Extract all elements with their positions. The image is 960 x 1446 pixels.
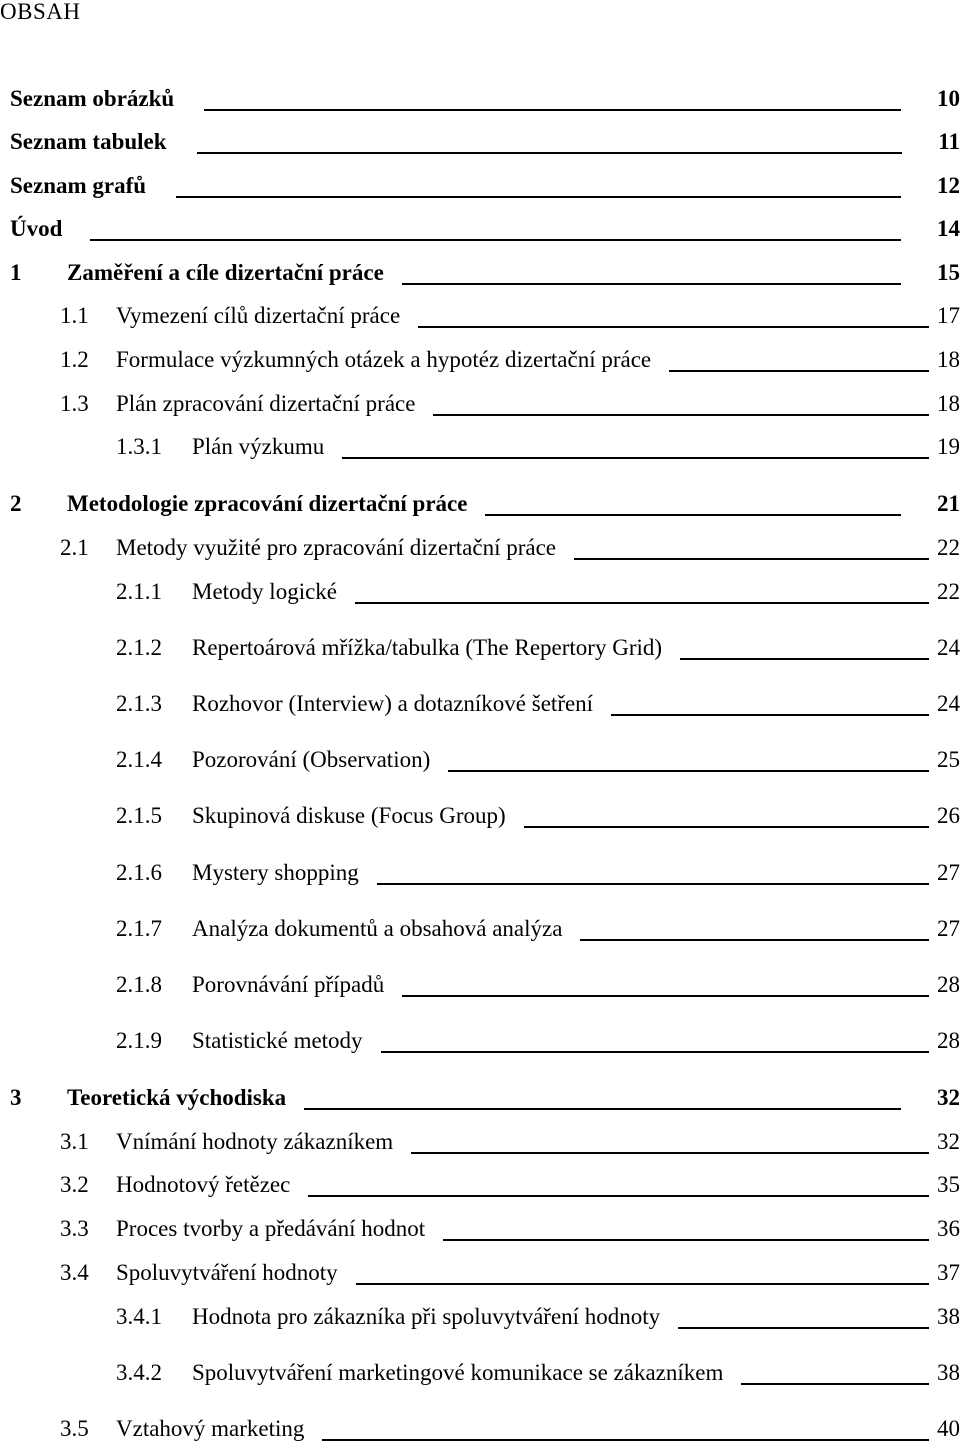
toc-entry-number: 2.1.6 (116, 860, 162, 885)
toc-entry-title: Hodnota pro zákazníka při spoluvytváření hodnoty (192, 1304, 661, 1329)
toc-entry[interactable] (0, 970, 960, 1000)
toc-entry-number: 2.1.2 (116, 635, 162, 660)
toc-entry-number: 1 (10, 260, 22, 285)
toc-entry-number: 2.1.5 (116, 803, 162, 828)
toc-entry-title: Zaměření a cíle dizertační práce (67, 260, 384, 285)
toc-entry-page-number: 12 (937, 173, 960, 198)
toc-entry-title: Repertoárová mřížka/tabulka (The Repertory Grid) (192, 635, 663, 660)
toc-entry-page-number: 32 (937, 1085, 960, 1110)
toc-entry-title: Teoretická východiska (67, 1085, 287, 1110)
toc-entry[interactable] (0, 1258, 960, 1288)
toc-entry-number: 2.1 (60, 535, 89, 560)
toc-leader-line (611, 714, 929, 716)
toc-entry-number: 3.5 (60, 1416, 89, 1441)
toc-entry-title: Plán zpracování dizertační práce (116, 391, 416, 416)
toc-entry-title: Vztahový marketing (116, 1416, 305, 1441)
toc-entry-title: Seznam obrázků (10, 86, 175, 111)
toc-leader-line (308, 1195, 929, 1197)
toc-entry-number: 3.4.2 (116, 1360, 162, 1385)
toc-entry-title: Vnímání hodnoty zákazníkem (116, 1129, 394, 1154)
toc-leader-line (356, 1283, 929, 1285)
toc-leader-line (433, 414, 929, 416)
toc-entry-page-number: 17 (937, 303, 960, 328)
toc-leader-line (524, 826, 929, 828)
toc-entry[interactable] (0, 258, 960, 288)
toc-entry[interactable] (0, 801, 960, 831)
toc-entry-page-number: 10 (937, 86, 960, 111)
toc-entry[interactable] (0, 1302, 960, 1332)
toc-entry-page-number: 27 (937, 916, 960, 941)
toc-entry-number: 2.1.9 (116, 1028, 162, 1053)
toc-entry-page-number: 22 (937, 579, 960, 604)
toc-leader-line (176, 196, 901, 198)
toc-leader-line (580, 939, 929, 941)
toc-leader-line (197, 152, 902, 154)
toc-entry[interactable] (0, 301, 960, 331)
toc-entry-page-number: 18 (937, 391, 960, 416)
toc-entry-number: 3 (10, 1085, 22, 1110)
toc-entry-title: Analýza dokumentů a obsahová analýza (192, 916, 563, 941)
toc-entry-title: Spoluvytváření marketingové komunikace se zákazníkem (192, 1360, 724, 1385)
toc-leader-line (680, 658, 929, 660)
toc-entry[interactable] (0, 914, 960, 944)
toc-entry-number: 3.2 (60, 1172, 89, 1197)
toc-entry-title: Metody využité pro zpracování dizertační práce (116, 535, 556, 560)
toc-leader-line (448, 770, 929, 772)
toc-leader-line (678, 1327, 929, 1329)
toc-entry-number: 2.1.7 (116, 916, 162, 941)
toc-entry-page-number: 21 (937, 491, 960, 516)
toc-entry-number: 1.3.1 (116, 434, 162, 459)
toc-entry-page-number: 24 (937, 635, 960, 660)
toc-entry-title: Seznam tabulek (10, 129, 167, 154)
toc-entry-title: Porovnávání případů (192, 972, 385, 997)
toc-entry[interactable] (0, 1414, 960, 1444)
toc-entry[interactable] (0, 1083, 960, 1113)
toc-entry-page-number: 14 (937, 216, 960, 241)
toc-leader-line (485, 514, 901, 516)
toc-entry-title: Proces tvorby a předávání hodnot (116, 1216, 426, 1241)
toc-entry-title: Úvod (10, 216, 63, 241)
toc-entry-page-number: 35 (937, 1172, 960, 1197)
toc-entry-title: Rozhovor (Interview) a dotazníkové šetření (192, 691, 594, 716)
toc-leader-line (402, 995, 929, 997)
toc-entry[interactable] (0, 345, 960, 375)
toc-entry-page-number: 32 (937, 1129, 960, 1154)
toc-entry-number: 3.4 (60, 1260, 89, 1285)
toc-leader-line (411, 1152, 929, 1154)
toc-entry[interactable] (0, 1214, 960, 1244)
toc-entry-page-number: 28 (937, 1028, 960, 1053)
toc-entry[interactable] (0, 127, 960, 157)
toc-leader-line (342, 457, 929, 459)
toc-leader-line (443, 1239, 929, 1241)
toc-entry-page-number: 15 (937, 260, 960, 285)
toc-leader-line (355, 602, 929, 604)
toc-entry[interactable] (0, 214, 960, 244)
toc-entry-page-number: 37 (937, 1260, 960, 1285)
toc-entry-title: Metody logické (192, 579, 337, 604)
toc-entry[interactable] (0, 1127, 960, 1157)
toc-entry-title: Hodnotový řetězec (116, 1172, 291, 1197)
toc-entry-number: 2.1.3 (116, 691, 162, 716)
toc-entry-title: Skupinová diskuse (Focus Group) (192, 803, 506, 828)
toc-entry-page-number: 36 (937, 1216, 960, 1241)
page-heading: OBSAH (0, 0, 81, 24)
toc-entry-page-number: 22 (937, 535, 960, 560)
toc-entry-number: 1.3 (60, 391, 89, 416)
toc-entry[interactable] (0, 1358, 960, 1388)
toc-leader-line (574, 558, 929, 560)
toc-entry-number: 3.3 (60, 1216, 89, 1241)
toc-entry[interactable] (0, 1026, 960, 1056)
toc-entry[interactable] (0, 489, 960, 519)
toc-entry-number: 1.2 (60, 347, 89, 372)
toc-entry[interactable] (0, 689, 960, 719)
toc-entry[interactable] (0, 633, 960, 663)
toc-entry-page-number: 40 (937, 1416, 960, 1441)
toc-entry-title: Metodologie zpracování dizertační práce (67, 491, 468, 516)
toc-leader-line (90, 239, 901, 241)
toc-entry[interactable] (0, 1170, 960, 1200)
toc-entry-title: Spoluvytváření hodnoty (116, 1260, 338, 1285)
toc-entry[interactable] (0, 745, 960, 775)
toc-entry-title: Statistické metody (192, 1028, 363, 1053)
toc-leader-line (204, 109, 901, 111)
toc-entry-page-number: 38 (937, 1304, 960, 1329)
toc-entry[interactable] (0, 389, 960, 419)
toc-entry-number: 2.1.4 (116, 747, 162, 772)
toc-entry-title: Mystery shopping (192, 860, 359, 885)
toc-entry[interactable] (0, 171, 960, 201)
toc-entry-number: 2.1.8 (116, 972, 162, 997)
toc-entry-page-number: 19 (937, 434, 960, 459)
toc-entry-title: Vymezení cílů dizertační práce (116, 303, 401, 328)
toc-entry-page-number: 18 (937, 347, 960, 372)
toc-entry-number: 1.1 (60, 303, 89, 328)
toc-leader-line (377, 883, 929, 885)
toc-leader-line (402, 283, 901, 285)
toc-entry[interactable] (0, 84, 960, 114)
toc-entry-page-number: 28 (937, 972, 960, 997)
toc-leader-line (418, 326, 929, 328)
toc-entry-number: 3.4.1 (116, 1304, 162, 1329)
toc-entry-title: Pozorování (Observation) (192, 747, 431, 772)
toc-entry-title: Plán výzkumu (192, 434, 325, 459)
toc-leader-line (322, 1439, 929, 1441)
toc-entry[interactable] (0, 432, 960, 462)
toc-entry-page-number: 11 (938, 129, 960, 154)
toc-entry-number: 2 (10, 491, 22, 516)
toc-entry-page-number: 27 (937, 860, 960, 885)
toc-leader-line (669, 370, 929, 372)
toc-entry-page-number: 25 (937, 747, 960, 772)
toc-entry-number: 3.1 (60, 1129, 89, 1154)
toc-leader-line (381, 1051, 929, 1053)
toc-entry[interactable] (0, 533, 960, 563)
toc-entry-page-number: 24 (937, 691, 960, 716)
toc-entry-title: Seznam grafů (10, 173, 147, 198)
toc-leader-line (741, 1383, 929, 1385)
toc-entry-number: 2.1.1 (116, 579, 162, 604)
toc-entry-title: Formulace výzkumných otázek a hypotéz dizertační práce (116, 347, 652, 372)
toc-entry-page-number: 26 (937, 803, 960, 828)
toc-entry[interactable] (0, 858, 960, 888)
toc-leader-line (304, 1108, 901, 1110)
toc-entry[interactable] (0, 577, 960, 607)
toc-entry-page-number: 38 (937, 1360, 960, 1385)
